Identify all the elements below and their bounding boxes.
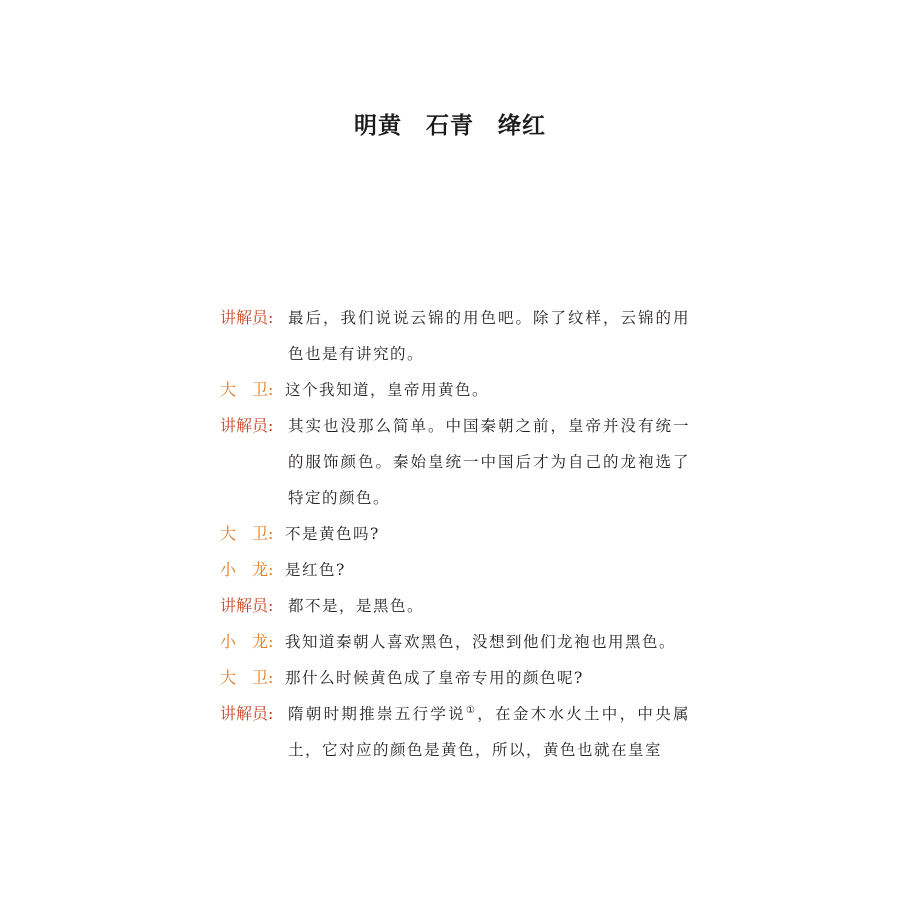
speech-text: 最后，我们说说云锦的用色吧。除了纹样，云锦的用色也是有讲究的。 [288, 309, 690, 363]
dialogue-turn [220, 516, 690, 552]
speech-text: 不是黄色吗? [285, 525, 380, 543]
dialogue-turn [220, 660, 690, 696]
speech-text-after-footnote: ，在金木水火土中，中央属土，它对应的颜色是黄色，所以，黄色也就在皇室 [288, 705, 690, 759]
speech-text: 我知道秦朝人喜欢黑色，没想到他们龙袍也用黑色。 [285, 633, 677, 651]
speaker-label: 大 卫: [220, 380, 274, 399]
dialogue [220, 300, 690, 768]
dialogue-turn [220, 408, 690, 516]
speaker-label: 讲解员: [220, 416, 274, 435]
speaker-label: 讲解员: [220, 596, 274, 615]
speaker-label: 小 龙: [220, 632, 274, 651]
speech-text: 其实也没那么简单。中国秦朝之前，皇帝并没有统一的服饰颜色。秦始皇统一中国后才为自己的龙袍选了特定的颜色。 [288, 417, 690, 507]
dialogue-turn [220, 300, 690, 372]
speech-text: 是红色? [285, 561, 346, 579]
speech-text-before-footnote: 隋朝时期推崇五行学说 [288, 705, 466, 723]
speaker-label: 大 卫: [220, 524, 274, 543]
dialogue-turn [220, 588, 690, 624]
speech-text: 这个我知道，皇帝用黄色。 [285, 381, 490, 399]
speaker-label: 大 卫: [220, 668, 274, 687]
speech-text: 那什么时候黄色成了皇帝专用的颜色呢? [285, 669, 584, 687]
dialogue-turn [220, 624, 690, 660]
footnote-mark[interactable]: ① [465, 704, 478, 716]
speech-text: 都不是，是黑色。 [288, 597, 425, 615]
dialogue-turn [220, 696, 690, 768]
dialogue-turn [220, 552, 690, 588]
speaker-label: 小 龙: [220, 560, 274, 579]
speaker-label: 讲解员: [220, 308, 274, 327]
speech-text [288, 696, 690, 768]
dialogue-turn [220, 372, 690, 408]
page-title: 明黄 石青 绛红 [354, 113, 546, 139]
speaker-label: 讲解员: [220, 704, 274, 723]
